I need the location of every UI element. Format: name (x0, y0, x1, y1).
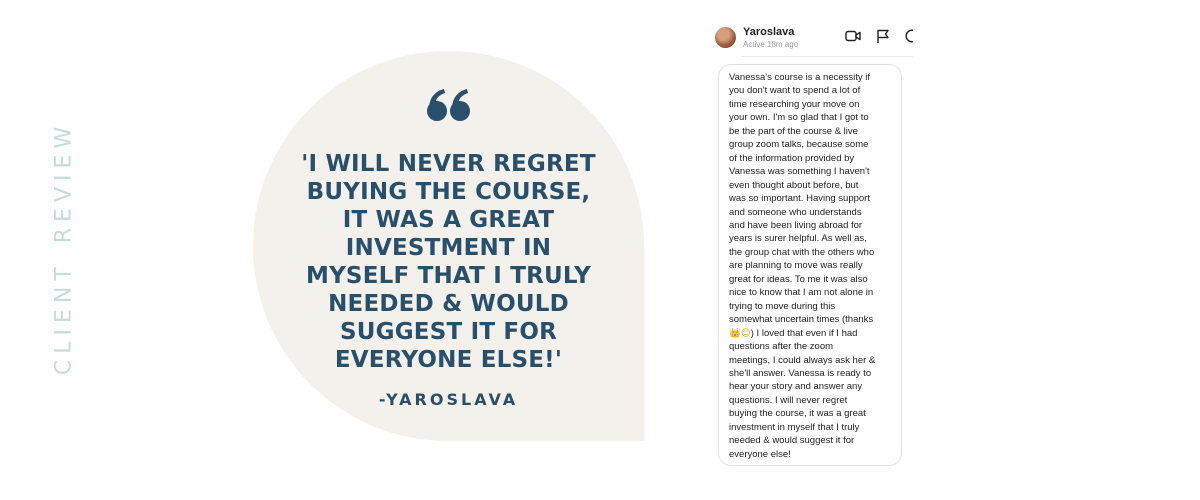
message-line: even thought about before, but (729, 179, 859, 191)
quote-card (253, 51, 644, 441)
info-icon[interactable] (905, 29, 913, 43)
message-line: questions. I will never regret (729, 394, 848, 406)
message-line-with-emoji (729, 327, 893, 340)
message-line: needed & would suggest it for (729, 435, 855, 447)
chat-header-divider (741, 56, 913, 57)
message-line: of the information provided by (729, 152, 855, 164)
message-line: questions after the zoom (729, 341, 834, 353)
client-review-word-review: REVIEW (51, 120, 77, 244)
testimonial-quote (291, 150, 606, 374)
quote-author: -YAROSLAVA (378, 390, 519, 409)
quote-line: MYSELF THAT I TRULY (305, 263, 591, 289)
flag-icon[interactable] (876, 29, 890, 44)
quote-line: EVERYONE ELSE!' (334, 347, 563, 373)
message-text (729, 71, 893, 461)
message-bubble (718, 64, 902, 466)
message-line: be the part of the course & live (729, 125, 858, 137)
message-line: years is surer helpful. As well as, (729, 233, 867, 245)
message-line: are planning to move was really (729, 260, 863, 272)
message-line: your own. I'm so glad that I got to (729, 112, 869, 124)
chat-header (713, 22, 913, 56)
chat-screenshot (713, 22, 913, 472)
message-line: Vanessa was something I haven't (729, 166, 870, 178)
message-line: and have been living abroad for (729, 219, 863, 231)
avatar[interactable] (715, 27, 736, 48)
message-line: hear your story and answer any (729, 381, 863, 393)
message-line: the group chat with the others who (729, 246, 875, 258)
video-call-icon[interactable] (845, 29, 861, 43)
message-line: group zoom talks, because some (729, 139, 869, 151)
message-line: you don't want to spend a lot of (729, 85, 861, 97)
emoji-line-text: ) I loved that even if I had (750, 327, 858, 339)
message-line: nice to know that I am not alone in (729, 287, 874, 299)
client-review-label (52, 121, 77, 375)
crown-emoji-icon: 👑 (729, 327, 741, 339)
quote-line: INVESTMENT IN (345, 235, 552, 261)
message-line: time researching your move on (729, 98, 860, 110)
message-line: everyone else! (729, 448, 791, 460)
message-line: great for ideas. To me it was also (729, 273, 868, 285)
chat-user-status: Active 18m ago (743, 40, 799, 49)
quote-line: SUGGEST IT FOR (340, 319, 557, 345)
quote-mark-icon (253, 89, 644, 128)
client-review-word-client: CLIENT (51, 261, 77, 376)
quote-line: IT WAS A GREAT (342, 207, 555, 233)
message-line: somewhat uncertain times (thanks (729, 314, 874, 326)
message-line: and someone who understands (729, 206, 862, 218)
quote-mark-glyph (427, 89, 471, 123)
message-line: she'll answer. Vanessa is ready to (729, 367, 872, 379)
message-line: trying to move during this (729, 300, 836, 312)
chat-user-name[interactable]: Yaroslava (743, 26, 795, 38)
message-line: Vanessa's course is a necessity if (729, 72, 871, 83)
smile-emoji-icon: 😊 (740, 327, 751, 339)
quote-line: BUYING THE COURSE, (306, 179, 591, 205)
message-line: buying the course, it was a great (729, 408, 866, 420)
quote-line: 'I WILL NEVER REGRET (301, 151, 596, 177)
message-line: investment in myself that I truly (729, 421, 860, 433)
message-line: was so important. Having support (729, 193, 870, 205)
message-line: meetings, I could always ask her & (729, 354, 876, 366)
quote-line: NEEDED & WOULD (328, 291, 569, 317)
